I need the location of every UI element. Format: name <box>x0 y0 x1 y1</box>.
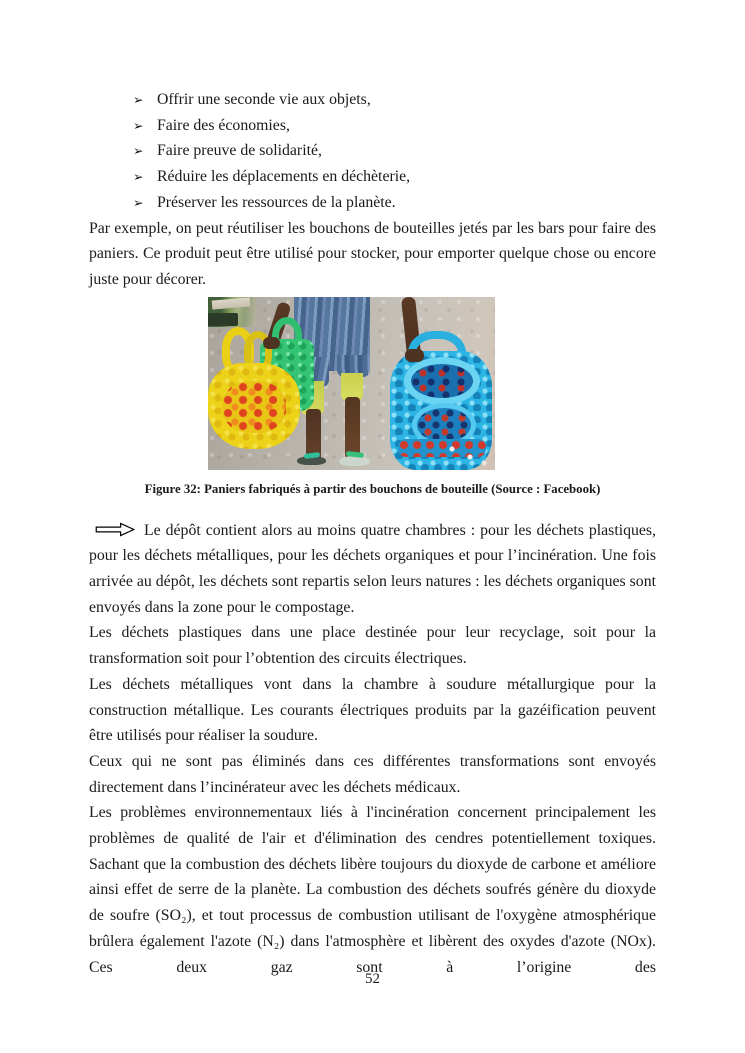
blue-basket-opening <box>404 357 480 405</box>
bullet-item <box>89 138 656 164</box>
bullet-text: Préserver les ressources de la planète. <box>157 193 396 211</box>
arrowhead-bullet-icon: ➢ <box>133 92 144 107</box>
figure-image <box>208 297 495 470</box>
figure-32 <box>208 297 656 470</box>
bullet-item <box>89 164 656 190</box>
bullet-item <box>89 113 656 139</box>
yellow-basket-interior <box>222 381 286 433</box>
person-left-hand <box>263 337 280 349</box>
paragraph-incinerateur: Ceux qui ne sont pas éliminés dans ces différentes transformations sont envoyés directement dans l’incinérateur avec les déchets médicaux. <box>89 752 656 796</box>
person-right-leg <box>345 397 360 459</box>
paragraph-depot <box>89 518 656 621</box>
person-right-hand <box>405 349 424 362</box>
bullet-text: Réduire les déplacements en déchèterie, <box>157 168 411 186</box>
paragraph-metalliques: Les déchets métalliques vont dans la chambre à soudure métallurgique pour la construction métallique. Les courants électriques produits par la gazéification peuvent être utilisés pour réaliser la soudure. <box>89 675 656 745</box>
right-flipflop <box>339 456 370 466</box>
figure-caption: Figure 32: Paniers fabriqués à partir des bouchons de bouteille (Source : Facebook) <box>144 481 601 496</box>
arrowhead-bullet-icon: ➢ <box>133 194 144 210</box>
paragraph-depot-text: Le dépôt contient alors au moins quatre chambres : pour les déchets plastiques, pour les déchets métalliques, pour les déchets organiques et pour l’incinération. Une fois arrivée au dépôt, les déchets sont repartis selon leurs natures : les déchets organiques sont envoyés dans la zone pour le compostage. <box>89 521 656 616</box>
bullet-text: Faire preuve de solidarité, <box>157 142 322 160</box>
bullet-item <box>89 87 656 113</box>
bullet-item <box>89 190 656 216</box>
paragraph-intro: Par exemple, on peut réutiliser les bouchons de bouteilles jetés par les bars pour faire des paniers. Ce produit peut être utilisé pour stocker, pour emporter quelque chose ou encore juste pour décorer. <box>89 219 656 288</box>
ground-sparkles <box>448 443 492 469</box>
page-number: 52 <box>365 971 380 987</box>
bullet-list <box>89 87 656 216</box>
paragraph-problemes: Les problèmes environnementaux liés à l'incinération concernent principalement les problèmes de qualité de l'air et d'élimination des cendres potentiellement toxiques. Sachant que la combustion des déchets libère toujours du dioxyde de carbone et améliore ainsi effet de serre de la planète. La combustion des déchets soufrés génère du dioxyde de soufre (SO₂), et tout processus de combustion utilisant de l'oxygène atmosphérique brûlera également l'azote (N₂) dans l'atmosphère et libèrent des oxydes d'azote (NOx). Ces deux gaz sont à l’origine des <box>89 804 656 976</box>
bullet-text: Faire des économies, <box>157 116 290 134</box>
arrowhead-bullet-icon: ➢ <box>133 169 144 185</box>
paragraph-plastiques: Les déchets plastiques dans une place destinée pour leur recyclage, soit pour la transformation soit pour l’obtention des circuits électriques. <box>89 624 656 668</box>
foliage-shadow <box>208 313 238 326</box>
arrowhead-bullet-icon: ➢ <box>133 117 144 133</box>
arrowhead-bullet-icon: ➢ <box>133 143 144 159</box>
bullet-text: Offrir une seconde vie aux objets, <box>157 91 371 108</box>
double-arrow-icon <box>95 522 135 537</box>
